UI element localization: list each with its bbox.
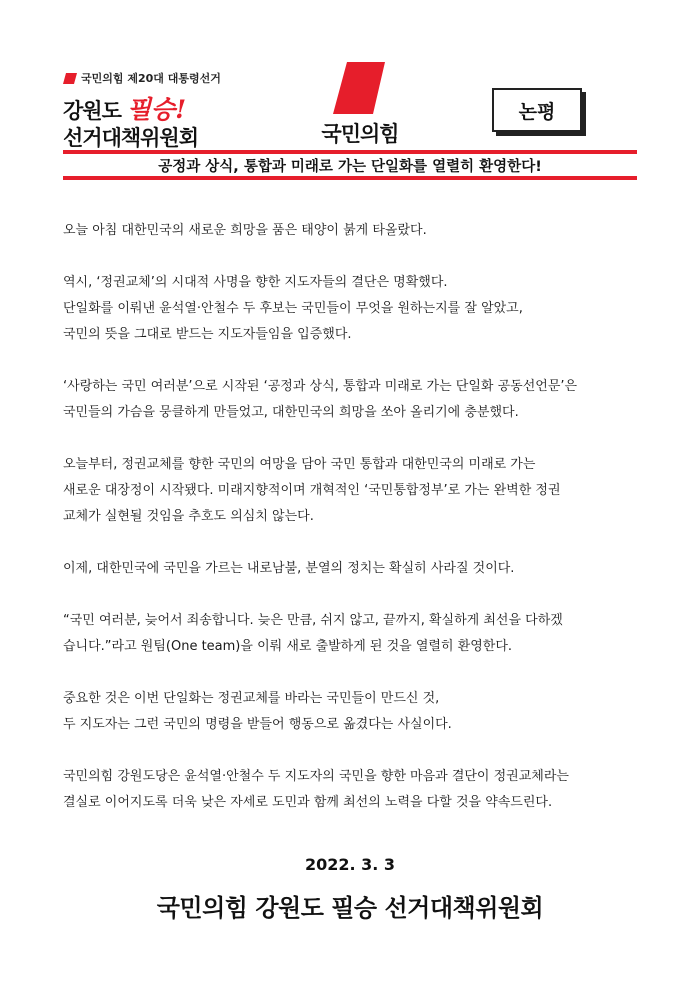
brand-line-text: 국민의힘 제20대 대통령선거 xyxy=(81,72,221,85)
paragraph-line: ‘사랑하는 국민 여러분’으로 시작된 ‘공정과 상식, 통합과 미래로 가는 단일화 공동선언문’은 xyxy=(63,379,578,394)
paragraph xyxy=(63,686,643,738)
paragraph-line: 교체가 실현될 것임을 추호도 의심치 않는다. xyxy=(63,509,314,524)
paragraph-line: 새로운 대장정이 시작됐다. 미래지향적이며 개혁적인 ‘국민통합정부’로 가는 완벽한 정권 xyxy=(63,483,561,498)
org-name: 강원도 xyxy=(63,99,121,123)
paragraph-line: “국민 여러분, 늦어서 죄송합니다. 늦은 만큼, 쉬지 않고, 끝까지, 확실하게 최선을 다하겠 xyxy=(63,613,563,628)
paragraph xyxy=(63,270,643,348)
doc-type-label: 논평 xyxy=(518,100,556,123)
paragraph xyxy=(63,608,643,660)
paragraph-line: 결실로 이어지도록 더욱 낮은 자세로 도민과 함께 최선의 노력을 다할 것을 약속드린다. xyxy=(63,795,553,810)
paragraph-line: 단일화를 이뤄낸 윤석열·안철수 두 후보는 국민들이 무엇을 원하는지를 잘 알았고, xyxy=(63,301,523,316)
paragraph-line: 국민의힘 강원도당은 윤석열·안철수 두 지도자의 국민을 향한 마음과 결단이 정권교체라는 xyxy=(63,769,569,784)
document-title: 공정과 상식, 통합과 미래로 가는 단일화를 열렬히 환영한다! xyxy=(158,158,542,175)
org-title-row xyxy=(63,90,186,126)
doc-type-badge xyxy=(492,88,582,132)
paragraph-line: 중요한 것은 이번 단일화는 정권교체를 바라는 국민들이 만드신 것, xyxy=(63,691,440,706)
letterhead xyxy=(0,0,700,190)
paragraph xyxy=(63,452,643,530)
paragraph-line: 오늘부터, 정권교체를 향한 국민의 여망을 담아 국민 통합과 대한민국의 미래로 가는 xyxy=(63,457,536,472)
paragraph-line: 이제, 대한민국에 국민을 가르는 내로남불, 분열의 정치는 확실히 사라질 것이다. xyxy=(63,561,515,576)
paragraph-line: 역시, ‘정권교체’의 시대적 사명을 향한 지도자들의 결단은 명확했다. xyxy=(63,275,448,290)
party-name: 국민의힘 xyxy=(321,122,399,146)
paragraph xyxy=(63,556,643,582)
paragraph-line: 오늘 아침 대한민국의 새로운 희망을 품은 태양이 붉게 타올랐다. xyxy=(63,223,427,238)
brand-line xyxy=(63,70,221,86)
body-text xyxy=(63,218,643,842)
paragraph xyxy=(63,218,643,244)
paragraph-line: 습니다.”라고 원팀(One team)을 이뤄 새로 출발하게 된 것을 열렬히 환영한다. xyxy=(63,639,513,654)
paragraph-line: 두 지도자는 그런 국민의 명령을 받들어 행동으로 옮겼다는 사실이다. xyxy=(63,717,452,732)
party-logo-icon xyxy=(333,62,385,114)
paragraph xyxy=(63,764,643,816)
signature-date: 2022. 3. 3 xyxy=(304,855,396,874)
party-mark-icon xyxy=(63,73,77,84)
paragraph-line: 국민들의 가슴을 뭉클하게 만들었고, 대한민국의 희망을 쏘아 올리기에 충분했다. xyxy=(63,405,519,420)
paragraph-line: 국민의 뜻을 그대로 받드는 지도자들임을 입증했다. xyxy=(63,327,352,342)
signature-org: 국민의힘 강원도 필승 선거대책위원회 xyxy=(156,894,544,922)
paragraph xyxy=(63,374,643,426)
title-bar xyxy=(63,150,637,180)
org-subtitle: 선거대책위원회 xyxy=(63,126,199,150)
slogan: 필승! xyxy=(126,95,187,124)
